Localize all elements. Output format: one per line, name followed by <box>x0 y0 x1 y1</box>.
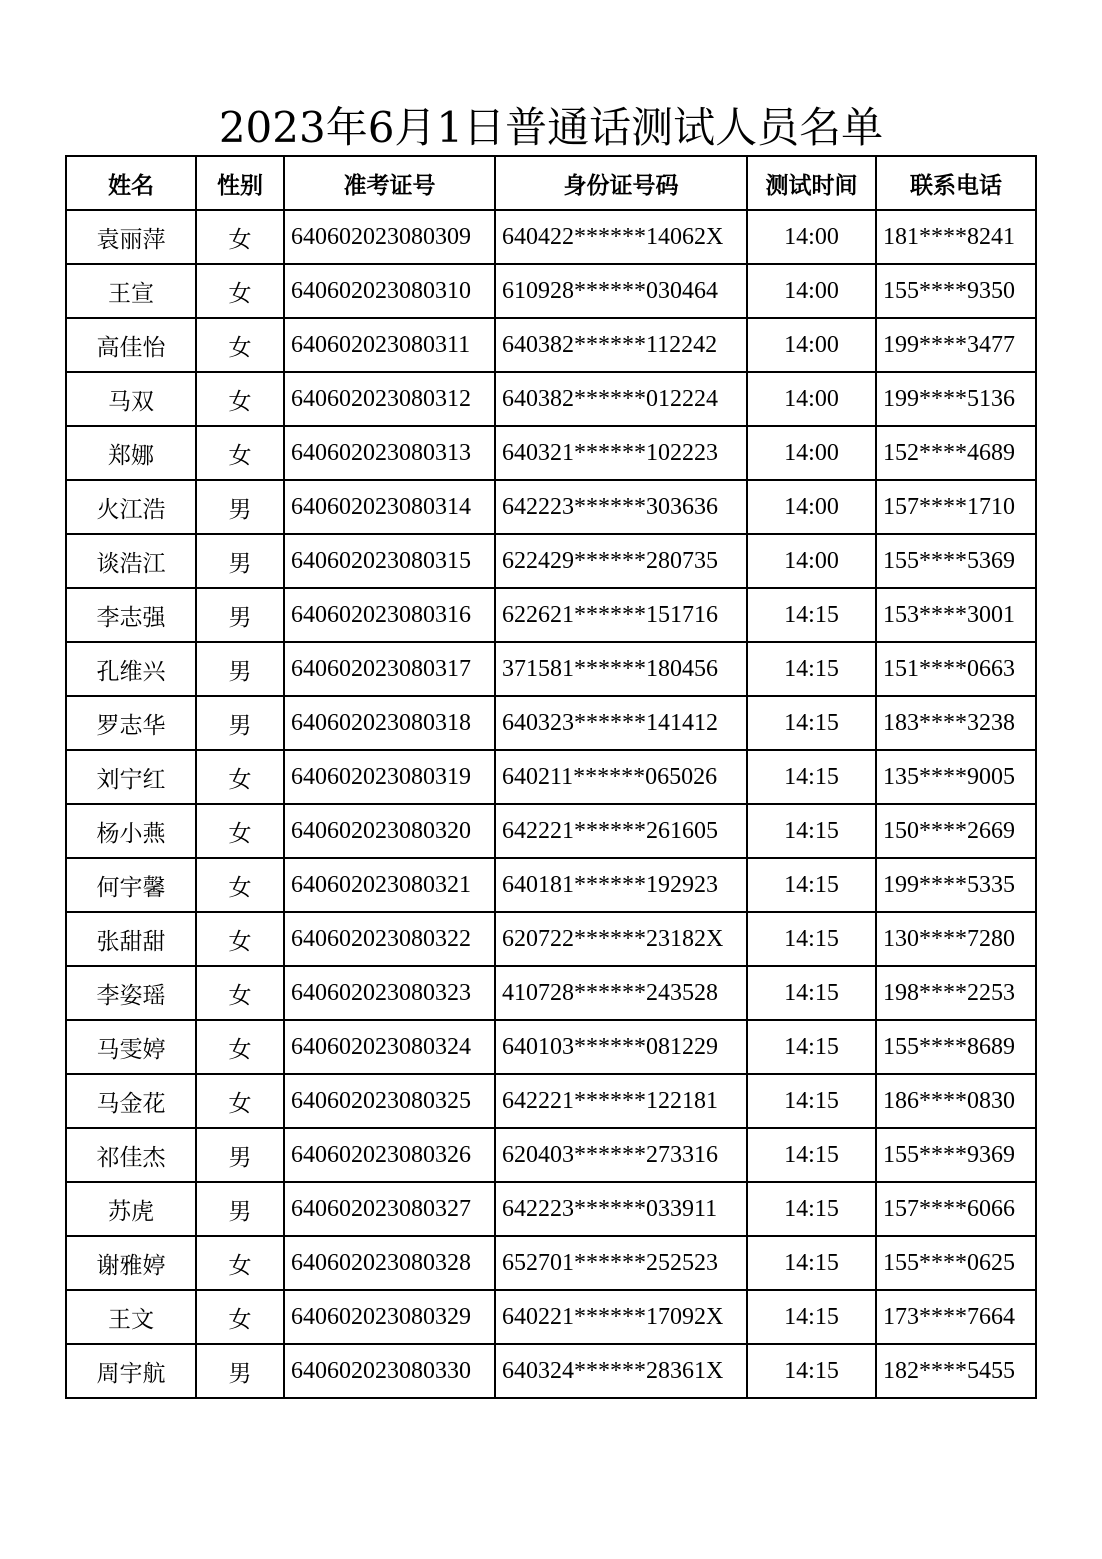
cell-id-no: 642221******261605 <box>495 804 747 858</box>
table-body <box>66 210 1036 1398</box>
table-row <box>66 426 1036 480</box>
cell-gender: 男 <box>196 1344 284 1398</box>
cell-exam-no: 640602023080323 <box>284 966 495 1020</box>
cell-test-time: 14:15 <box>747 1182 876 1236</box>
cell-phone: 183****3238 <box>876 696 1036 750</box>
cell-name: 苏虎 <box>66 1182 196 1236</box>
cell-gender: 女 <box>196 372 284 426</box>
cell-test-time: 14:00 <box>747 372 876 426</box>
table-row <box>66 1182 1036 1236</box>
cell-exam-no: 640602023080309 <box>284 210 495 264</box>
cell-id-no: 410728******243528 <box>495 966 747 1020</box>
cell-gender: 男 <box>196 480 284 534</box>
header-row <box>66 156 1036 210</box>
cell-name: 孔维兴 <box>66 642 196 696</box>
cell-name: 周宇航 <box>66 1344 196 1398</box>
cell-name: 王文 <box>66 1290 196 1344</box>
header-phone: 联系电话 <box>876 156 1036 210</box>
cell-test-time: 14:15 <box>747 588 876 642</box>
table-row <box>66 966 1036 1020</box>
cell-id-no: 642223******303636 <box>495 480 747 534</box>
table-header <box>66 156 1036 210</box>
cell-test-time: 14:00 <box>747 264 876 318</box>
header-exam-no: 准考证号 <box>284 156 495 210</box>
table-row <box>66 642 1036 696</box>
cell-exam-no: 640602023080314 <box>284 480 495 534</box>
cell-name: 火江浩 <box>66 480 196 534</box>
cell-name: 谢雅婷 <box>66 1236 196 1290</box>
cell-id-no: 640382******012224 <box>495 372 747 426</box>
header-id-no: 身份证号码 <box>495 156 747 210</box>
cell-phone: 155****0625 <box>876 1236 1036 1290</box>
cell-gender: 女 <box>196 858 284 912</box>
cell-test-time: 14:15 <box>747 1290 876 1344</box>
cell-gender: 女 <box>196 1236 284 1290</box>
roster-table <box>65 155 1037 1399</box>
cell-test-time: 14:00 <box>747 534 876 588</box>
cell-id-no: 610928******030464 <box>495 264 747 318</box>
cell-phone: 181****8241 <box>876 210 1036 264</box>
cell-id-no: 640321******102223 <box>495 426 747 480</box>
cell-name: 杨小燕 <box>66 804 196 858</box>
cell-gender: 女 <box>196 210 284 264</box>
table-row <box>66 696 1036 750</box>
cell-id-no: 640211******065026 <box>495 750 747 804</box>
cell-gender: 女 <box>196 1074 284 1128</box>
cell-id-no: 622429******280735 <box>495 534 747 588</box>
header-gender: 性别 <box>196 156 284 210</box>
table-row <box>66 1344 1036 1398</box>
header-test-time: 测试时间 <box>747 156 876 210</box>
cell-id-no: 640103******081229 <box>495 1020 747 1074</box>
cell-gender: 女 <box>196 750 284 804</box>
cell-name: 何宇馨 <box>66 858 196 912</box>
cell-test-time: 14:00 <box>747 480 876 534</box>
cell-exam-no: 640602023080326 <box>284 1128 495 1182</box>
cell-phone: 182****5455 <box>876 1344 1036 1398</box>
cell-phone: 199****3477 <box>876 318 1036 372</box>
cell-exam-no: 640602023080329 <box>284 1290 495 1344</box>
cell-gender: 女 <box>196 426 284 480</box>
cell-test-time: 14:15 <box>747 858 876 912</box>
cell-exam-no: 640602023080311 <box>284 318 495 372</box>
cell-gender: 女 <box>196 1290 284 1344</box>
cell-id-no: 640181******192923 <box>495 858 747 912</box>
table-row <box>66 480 1036 534</box>
cell-name: 王宣 <box>66 264 196 318</box>
cell-exam-no: 640602023080321 <box>284 858 495 912</box>
cell-phone: 157****1710 <box>876 480 1036 534</box>
cell-phone: 155****8689 <box>876 1020 1036 1074</box>
cell-name: 高佳怡 <box>66 318 196 372</box>
table-row <box>66 858 1036 912</box>
cell-test-time: 14:15 <box>747 1020 876 1074</box>
table-row <box>66 1128 1036 1182</box>
cell-phone: 130****7280 <box>876 912 1036 966</box>
cell-phone: 198****2253 <box>876 966 1036 1020</box>
cell-id-no: 652701******252523 <box>495 1236 747 1290</box>
cell-phone: 186****0830 <box>876 1074 1036 1128</box>
cell-name: 谈浩江 <box>66 534 196 588</box>
cell-test-time: 14:15 <box>747 804 876 858</box>
cell-test-time: 14:00 <box>747 426 876 480</box>
header-name: 姓名 <box>66 156 196 210</box>
cell-test-time: 14:15 <box>747 1128 876 1182</box>
table-row <box>66 1236 1036 1290</box>
table-row <box>66 210 1036 264</box>
cell-gender: 女 <box>196 966 284 1020</box>
cell-id-no: 640382******112242 <box>495 318 747 372</box>
cell-id-no: 620722******23182X <box>495 912 747 966</box>
cell-exam-no: 640602023080320 <box>284 804 495 858</box>
cell-test-time: 14:15 <box>747 912 876 966</box>
cell-name: 袁丽萍 <box>66 210 196 264</box>
cell-exam-no: 640602023080316 <box>284 588 495 642</box>
cell-gender: 男 <box>196 642 284 696</box>
cell-name: 刘宁红 <box>66 750 196 804</box>
cell-id-no: 642223******033911 <box>495 1182 747 1236</box>
cell-id-no: 620403******273316 <box>495 1128 747 1182</box>
cell-name: 郑娜 <box>66 426 196 480</box>
cell-exam-no: 640602023080327 <box>284 1182 495 1236</box>
cell-exam-no: 640602023080330 <box>284 1344 495 1398</box>
cell-exam-no: 640602023080317 <box>284 642 495 696</box>
cell-name: 李志强 <box>66 588 196 642</box>
cell-test-time: 14:15 <box>747 966 876 1020</box>
cell-exam-no: 640602023080315 <box>284 534 495 588</box>
cell-exam-no: 640602023080313 <box>284 426 495 480</box>
cell-name: 罗志华 <box>66 696 196 750</box>
cell-test-time: 14:00 <box>747 210 876 264</box>
cell-phone: 150****2669 <box>876 804 1036 858</box>
table-row <box>66 1074 1036 1128</box>
cell-phone: 151****0663 <box>876 642 1036 696</box>
cell-gender: 女 <box>196 318 284 372</box>
table-row <box>66 804 1036 858</box>
cell-gender: 女 <box>196 912 284 966</box>
cell-gender: 男 <box>196 696 284 750</box>
cell-exam-no: 640602023080312 <box>284 372 495 426</box>
cell-gender: 男 <box>196 534 284 588</box>
cell-phone: 199****5335 <box>876 858 1036 912</box>
cell-id-no: 640323******141412 <box>495 696 747 750</box>
table-row <box>66 1290 1036 1344</box>
cell-test-time: 14:15 <box>747 1236 876 1290</box>
cell-test-time: 14:15 <box>747 642 876 696</box>
table-row <box>66 588 1036 642</box>
cell-name: 马雯婷 <box>66 1020 196 1074</box>
cell-exam-no: 640602023080325 <box>284 1074 495 1128</box>
table-row <box>66 912 1036 966</box>
table-row <box>66 750 1036 804</box>
cell-id-no: 642221******122181 <box>495 1074 747 1128</box>
cell-phone: 199****5136 <box>876 372 1036 426</box>
cell-test-time: 14:15 <box>747 750 876 804</box>
cell-exam-no: 640602023080322 <box>284 912 495 966</box>
cell-test-time: 14:15 <box>747 1074 876 1128</box>
cell-gender: 女 <box>196 1020 284 1074</box>
cell-exam-no: 640602023080318 <box>284 696 495 750</box>
cell-phone: 155****9369 <box>876 1128 1036 1182</box>
table-row <box>66 318 1036 372</box>
cell-exam-no: 640602023080324 <box>284 1020 495 1074</box>
cell-gender: 男 <box>196 1182 284 1236</box>
table-row <box>66 372 1036 426</box>
cell-phone: 157****6066 <box>876 1182 1036 1236</box>
cell-name: 马金花 <box>66 1074 196 1128</box>
table-row <box>66 1020 1036 1074</box>
cell-name: 马双 <box>66 372 196 426</box>
cell-gender: 女 <box>196 804 284 858</box>
cell-phone: 153****3001 <box>876 588 1036 642</box>
cell-phone: 155****5369 <box>876 534 1036 588</box>
cell-phone: 155****9350 <box>876 264 1036 318</box>
cell-id-no: 371581******180456 <box>495 642 747 696</box>
cell-id-no: 622621******151716 <box>495 588 747 642</box>
cell-gender: 女 <box>196 264 284 318</box>
cell-test-time: 14:00 <box>747 318 876 372</box>
cell-gender: 男 <box>196 588 284 642</box>
cell-phone: 135****9005 <box>876 750 1036 804</box>
page-title: 2023年6月1日普通话测试人员名单 <box>218 103 884 152</box>
cell-name: 李姿瑶 <box>66 966 196 1020</box>
cell-phone: 152****4689 <box>876 426 1036 480</box>
cell-id-no: 640422******14062X <box>495 210 747 264</box>
cell-test-time: 14:15 <box>747 1344 876 1398</box>
cell-exam-no: 640602023080319 <box>284 750 495 804</box>
cell-name: 祁佳杰 <box>66 1128 196 1182</box>
cell-gender: 男 <box>196 1128 284 1182</box>
table-row <box>66 264 1036 318</box>
cell-id-no: 640324******28361X <box>495 1344 747 1398</box>
cell-exam-no: 640602023080310 <box>284 264 495 318</box>
cell-name: 张甜甜 <box>66 912 196 966</box>
cell-exam-no: 640602023080328 <box>284 1236 495 1290</box>
table-row <box>66 534 1036 588</box>
cell-phone: 173****7664 <box>876 1290 1036 1344</box>
cell-test-time: 14:15 <box>747 696 876 750</box>
cell-id-no: 640221******17092X <box>495 1290 747 1344</box>
